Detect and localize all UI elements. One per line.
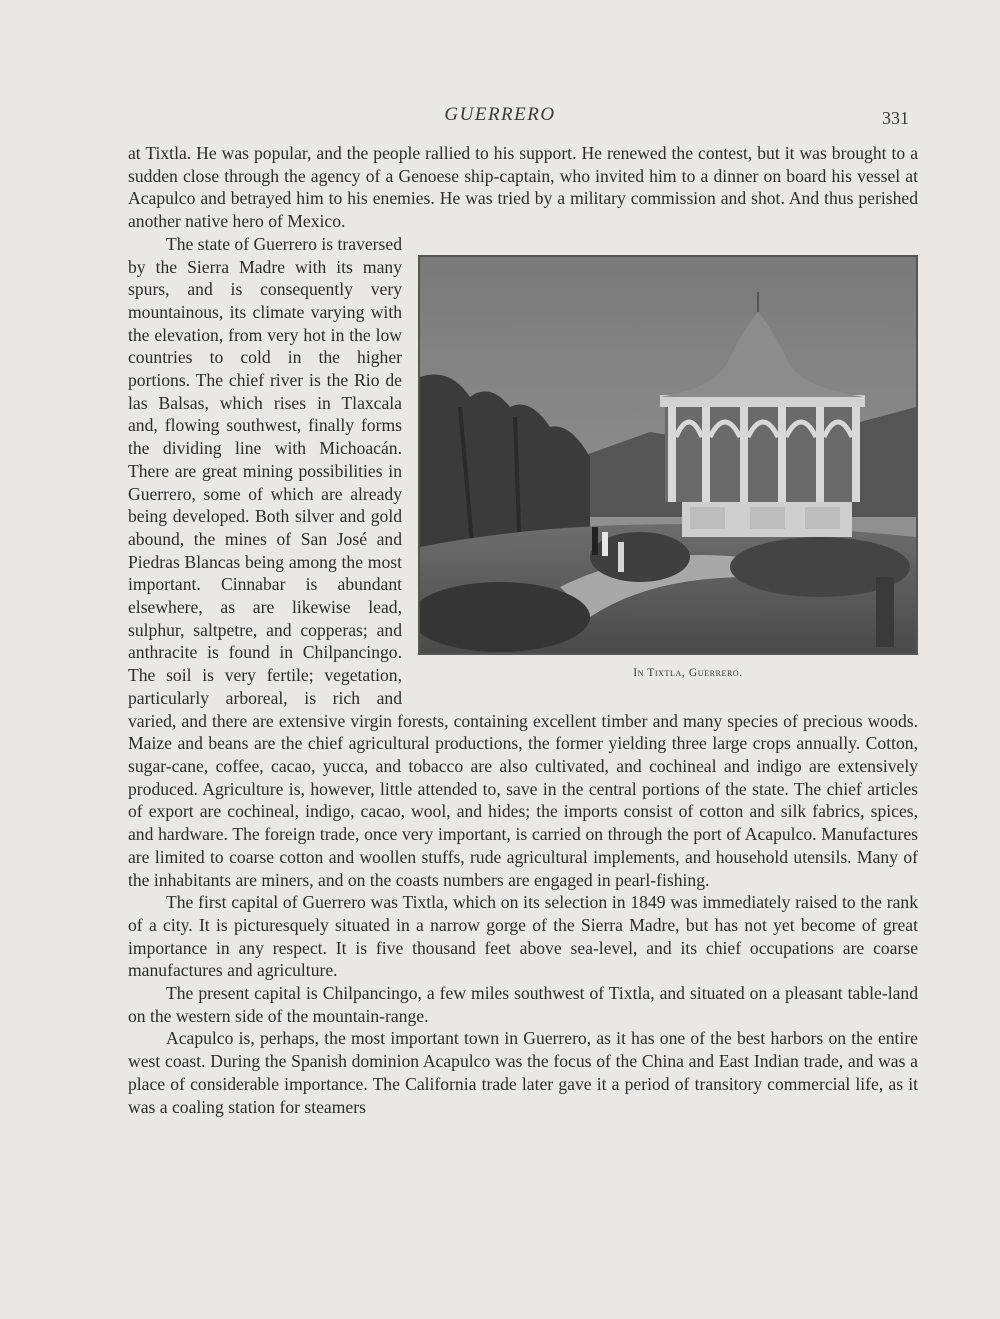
paragraph-5: Acapulco is, perhaps, the most important town in Guerrero, as it has one of the best harbors on the entire west coast. During the Spanish dominion Acapulco was the focus of the China and East Indian trade, and was a place of considerable importance. The California trade later gave it a period of transitory commercial life, as it was a coaling station for steamers bbox=[128, 1028, 918, 1117]
paragraph-3: The first capital of Guerrero was Tixtla, which on its selection in 1849 was immediately raised to the rank of a city. It is picturesquely situated in a narrow gorge of the Sierra Madre, but has not yet become of great importance in any respect. It is five thousand feet above sea-level, and its chief occupations are coarse manufactures and agriculture. bbox=[128, 892, 918, 981]
figure bbox=[418, 255, 920, 685]
figure-caption: In Tixtla, Guerrero. bbox=[633, 666, 743, 679]
paragraph-1: at Tixtla. He was popular, and the people rallied to his support. He renewed the contest, but it was brought to a sudden close through the agency of a Genoese ship-captain, who invited him to a dinner on board his vessel at Acapulco and betrayed him to his enemies. He was tried by a military commission and shot. And thus perished another native hero of Mexico. bbox=[128, 143, 918, 232]
page-number: 331 bbox=[882, 108, 909, 128]
running-title: GUERRERO bbox=[444, 104, 556, 125]
paragraph-2 bbox=[128, 233, 918, 891]
photo-pavilion-in-garden bbox=[418, 255, 918, 655]
paragraph-4: The present capital is Chilpancingo, a few miles southwest of Tixtla, and situated on a pleasant table-land on the western side of the mountain-range. bbox=[128, 983, 918, 1026]
paragraph-2-lead: The state of Guerrero is traversed by the Sierra Madre with its many spurs, and is consequently very mountainous, its climate varying with the elevation, from very hot in the low countries to cold in the higher portions. The chief river is the Rio de las Balsas, which rises in Tlaxcala and, flowing southwest, finally forms the dividing line with Michoacán. There are great mining possibilities in Guerrero, some of which are already being developed. Both silver and gold abound, the mines of San José and Piedras Blancas being among the most important. Cinnabar is abundant elsewhere, as are likewise lead, sulphur, saltpetre, and copperas; and anthracite is found in Chilpancingo. The soil is very fertile; vegetation, particularly arboreal, is rich and varied, and there are extensive virgin forests, containing excellent timber and many species of precious woods. Maize and beans are the chief agricultural productions, the former yielding three large crops annually. Cotton, sugar-cane, coffee, cacao, yucca, and tobacco are also cultivated, and cochineal and indigo are extensively produced. Agriculture is, however, little attended to, save in the central portions of the state. The chief articles of export are cochineal, indigo, cacao, wool, and hides; the imports consist of cotton and silk fabrics, spices, and hardware. The foreign trade, once very important, is carried on through the port of Acapulco. Manufactures are limited to coarse cotton and woollen stuffs, rude agricultural implements, and household utensils. Many of the inhabitants are miners, and on the coasts numbers are engaged in pearl-fishing. bbox=[128, 233, 918, 890]
body-text bbox=[128, 142, 918, 1118]
